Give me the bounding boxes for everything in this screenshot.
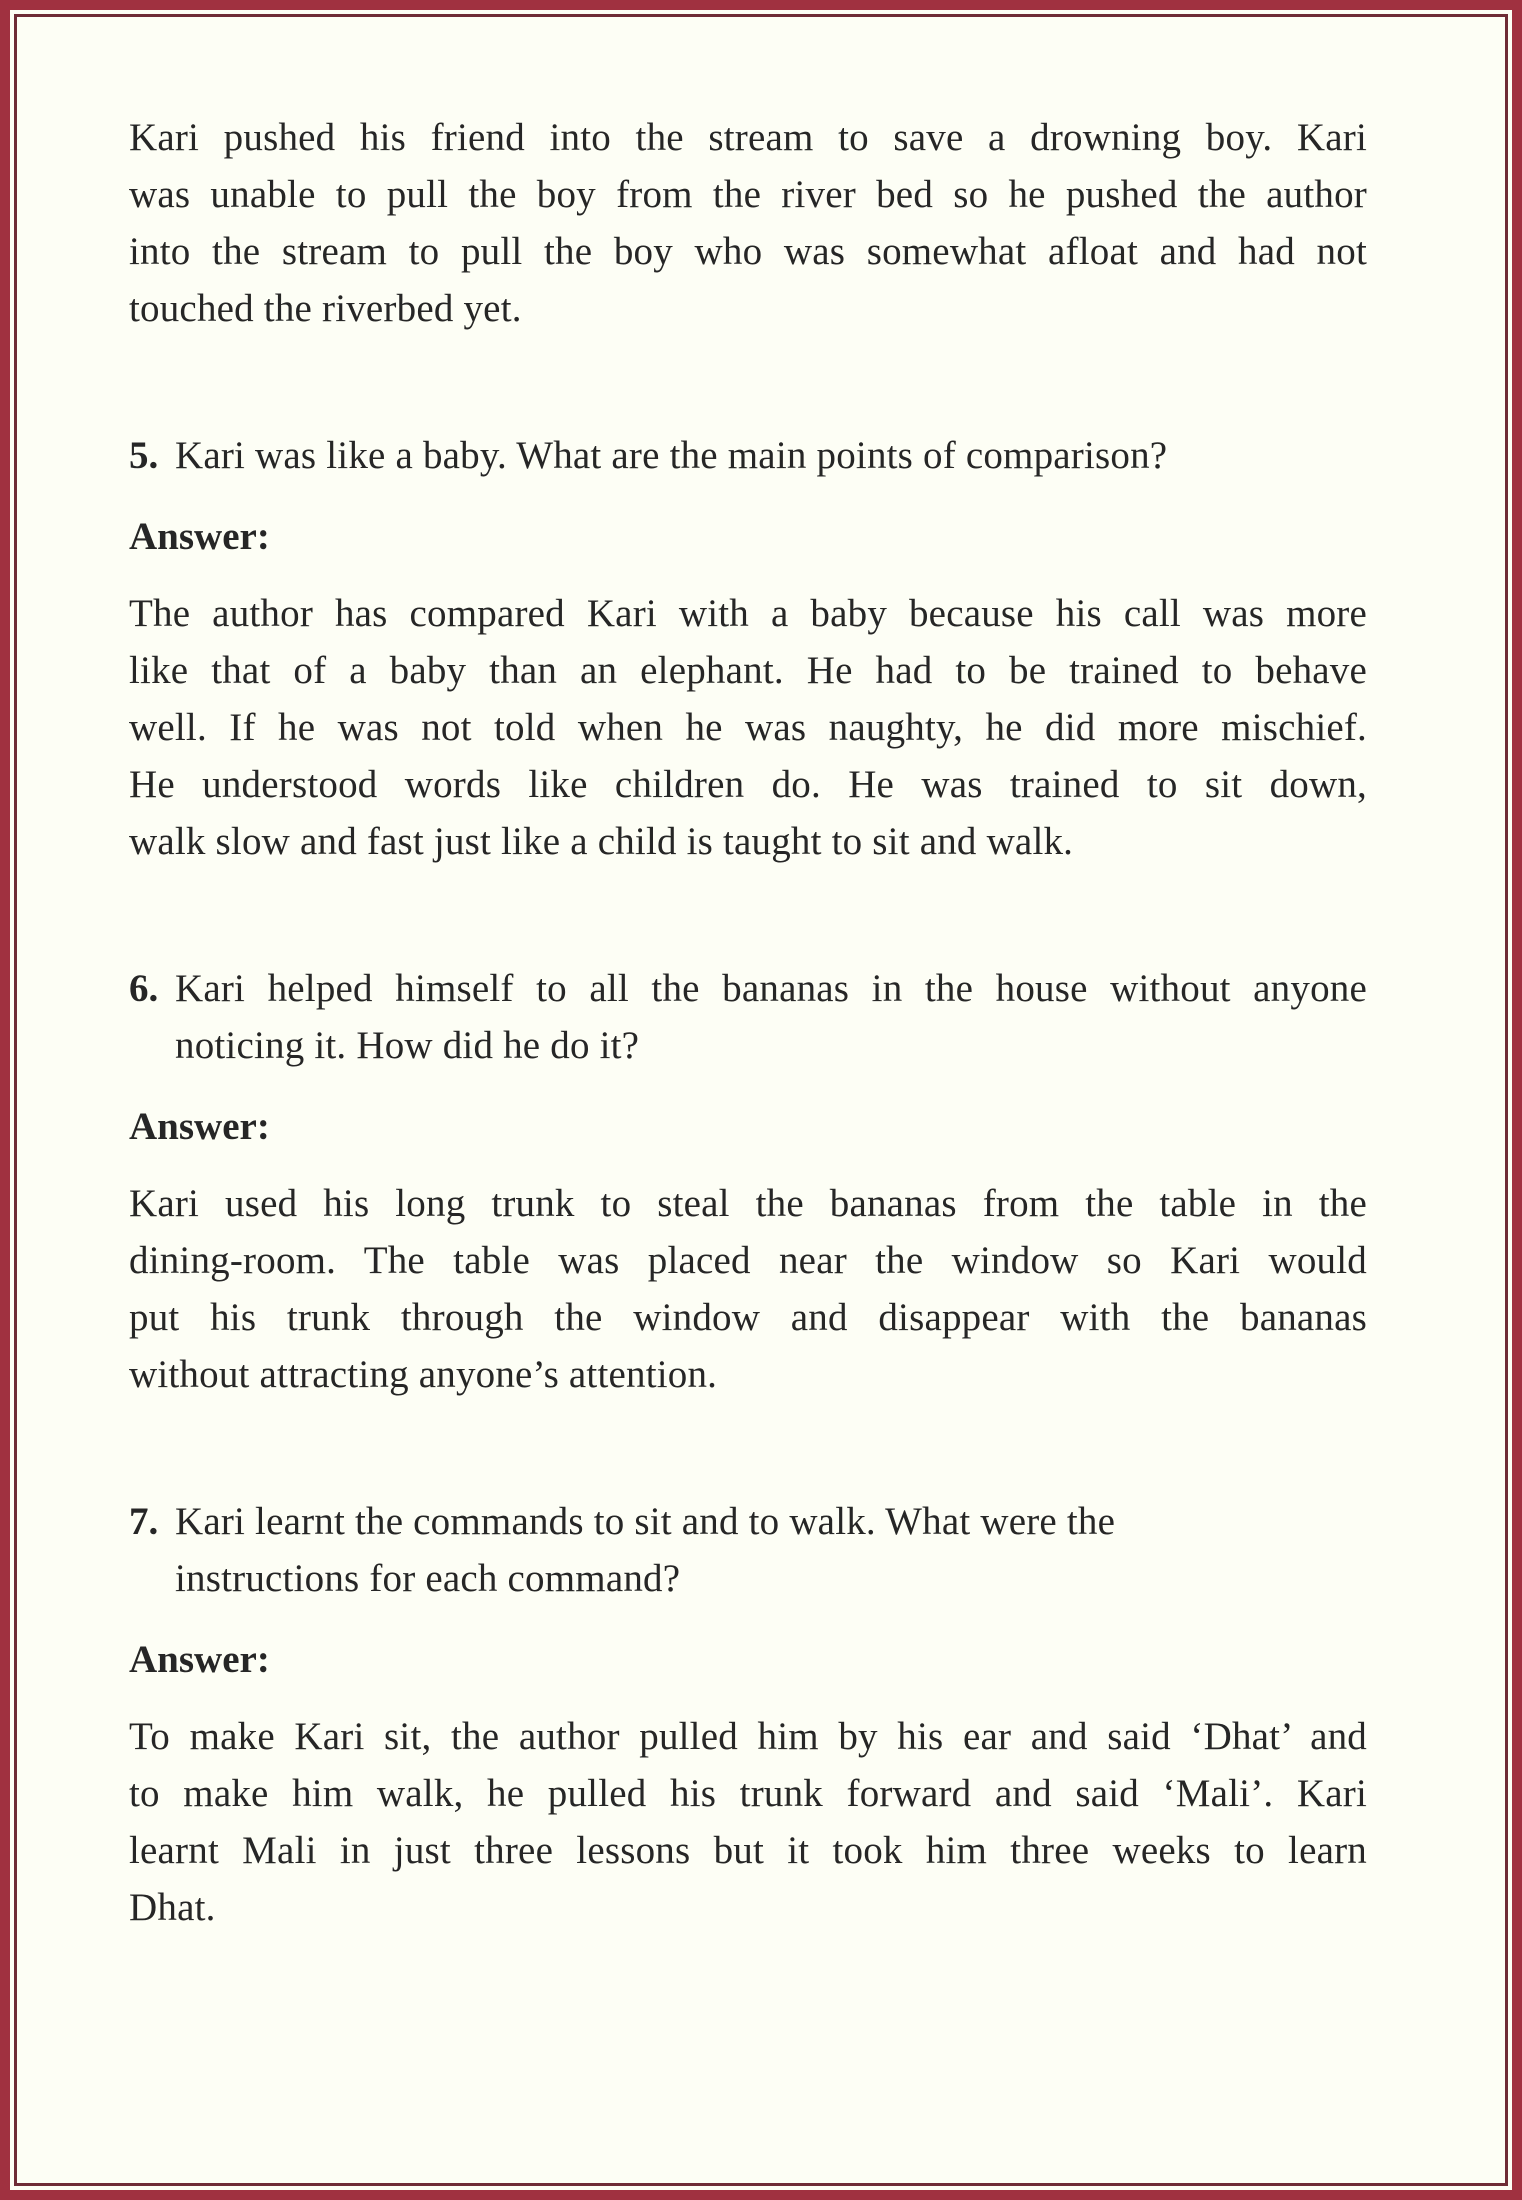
text-line: The author has compared Kari with a baby because his call was more <box>129 592 1367 635</box>
question-5-line: Kari was like a baby. What are the main points of comparison? <box>175 434 1168 477</box>
question-5 <box>129 427 1367 484</box>
text-line: He understood words like children do. He was trained to sit down, <box>129 763 1367 806</box>
question-6-line: Kari helped himself to all the bananas in the house without anyone <box>175 967 1367 1010</box>
question-6-number: 6. <box>129 967 159 1010</box>
text-line: Kari used his long trunk to steal the bananas from the table in the <box>129 1182 1367 1225</box>
answer-label-6: Answer: <box>129 1105 270 1148</box>
question-7-line: instructions for each command? <box>175 1557 681 1600</box>
text-line: learnt Mali in just three lessons but it took him three weeks to learn <box>129 1829 1367 1872</box>
answer-5-paragraph <box>129 585 1367 870</box>
intro-paragraph <box>129 109 1367 337</box>
text-line: To make Kari sit, the author pulled him by his ear and said ‘Dhat’ and <box>129 1715 1367 1758</box>
answer-6-paragraph <box>129 1175 1367 1403</box>
text-line: Dhat. <box>129 1886 216 1929</box>
question-7-number: 7. <box>129 1500 159 1543</box>
question-6 <box>129 960 1367 1074</box>
page-inner-border <box>14 14 1508 2186</box>
text-line: well. If he was not told when he was naughty, he did more mischief. <box>129 706 1367 749</box>
question-6-line: noticing it. How did he do it? <box>175 1024 640 1067</box>
text-line: walk slow and fast just like a child is taught to sit and walk. <box>129 820 1074 863</box>
text-line: to make him walk, he pulled his trunk forward and said ‘Mali’. Kari <box>129 1772 1367 1815</box>
answer-label-7: Answer: <box>129 1638 270 1681</box>
text-line: into the stream to pull the boy who was somewhat afloat and had not <box>129 230 1367 273</box>
page-content <box>129 109 1367 1936</box>
question-7 <box>129 1493 1367 1607</box>
text-line: Kari pushed his friend into the stream to save a drowning boy. Kari <box>129 116 1367 159</box>
answer-label-5: Answer: <box>129 515 270 558</box>
question-5-number: 5. <box>129 434 159 477</box>
text-line: touched the riverbed yet. <box>129 287 522 330</box>
answer-7-paragraph <box>129 1708 1367 1936</box>
text-line: was unable to pull the boy from the river bed so he pushed the author <box>129 173 1367 216</box>
text-line: like that of a baby than an elephant. He had to be trained to behave <box>129 649 1367 692</box>
text-line: put his trunk through the window and disappear with the bananas <box>129 1296 1367 1339</box>
question-7-line: Kari learnt the commands to sit and to walk. What were the <box>175 1500 1116 1543</box>
text-line: without attracting anyone’s attention. <box>129 1353 718 1396</box>
text-line: dining-room. The table was placed near the window so Kari would <box>129 1239 1367 1282</box>
